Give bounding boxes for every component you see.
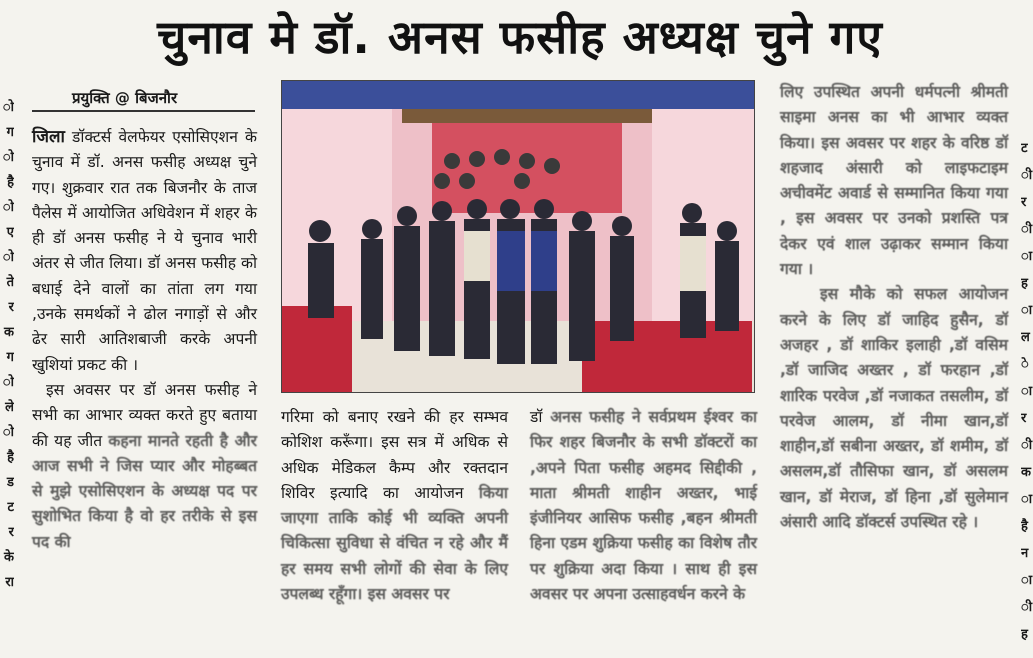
left-edge-char: ो bbox=[2, 200, 14, 215]
right-edge-char: ह bbox=[1021, 627, 1028, 642]
column-4-paragraph-1: लिए उपस्थित अपनी धर्मपत्नी श्रीमती साइमा अनस का भी आभार व्यक्त किया। इस अवसर पर शहर के वरिष्ठ डॉ शहजाद अंसारी को लाइफटाइम अचीवमेंट अवार्ड से सम्मानित किया गया , इस अवसर पर उनको प्रशस्ति पत्र देकर एवं शाल उढ़ाकर सम्मान किया गया । bbox=[780, 83, 1008, 279]
column-3-blurred: अनस फसीह ने सर्वप्रथम ईश्वर का फिर शहर बिजनौर के सभी डॉक्टरों का ,अपने पिता फसीह अहमद सिद्दीकी , माता श्रीमती शाहीन अख्तर, भाई इंजीनियर आसिफ फसीह ,बहन श्रीमती हिना एडम शुक्रिया फसीह का विशेष तौर पर शुक्रिया अदा किया । साथ ही इस अवसर पर अपना उत्साहवर्धन करने के bbox=[530, 408, 757, 604]
paragraph-2 bbox=[32, 378, 257, 555]
right-edge-char: र bbox=[1021, 195, 1027, 210]
right-edge-char: ा bbox=[1021, 303, 1033, 318]
right-edge-char: ा bbox=[1021, 573, 1033, 588]
left-edge-char: क bbox=[4, 325, 14, 340]
right-edge-char: क bbox=[1021, 465, 1031, 480]
left-edge-char: है bbox=[7, 175, 14, 190]
right-edge-char: है bbox=[1021, 519, 1028, 534]
paragraph-1-text: डॉक्टर्स वेलफेयर एसोसिएशन के चुनाव में डॉ. अनस फसीह अध्यक्ष चुने गए। शुक्रवार रात तक बिजनौर के ताज पैलेस में आयोजित अधिवेशन में शहर के ही डॉ अनस फसीह ने ये चुनाव भारी अंतर से जीत लिया। डॉ अनस फसीह को बधाई देने वालों का तांता लग गया ,उनके समर्थकों ने ढोल नगाड़ों से और ढेर सारी आतिशबाजी करके अपनी खुशियां प्रकट की । bbox=[32, 128, 257, 374]
right-edge-char: ह bbox=[1021, 276, 1028, 291]
paragraph-2-blurred: कहना मानते रहती है और आज सभी ने जिस प्यार और मोहब्बत से मुझे एसोसिएशन के अध्यक्ष पद पर सुशोभित किया है वो हर तरीके से इस पद की bbox=[32, 431, 257, 551]
left-edge-char: र bbox=[8, 300, 14, 315]
left-edge-char: ो bbox=[2, 100, 14, 115]
left-edge-char: ग bbox=[6, 125, 14, 140]
left-edge-char: ट bbox=[7, 500, 14, 515]
column-2-text bbox=[281, 405, 508, 607]
event-photo bbox=[281, 80, 755, 393]
left-edge-char: ो bbox=[2, 150, 14, 165]
left-edge-char: ग bbox=[6, 350, 14, 365]
article-column-4 bbox=[780, 80, 1008, 535]
paragraph-2-text: इस अवसर पर डॉ अनस फसीह ने सभी का आभार व्यक्त करते हुए बताया की यह जीत bbox=[32, 380, 257, 450]
right-edge-char: ी bbox=[1021, 438, 1033, 453]
column-4-paragraph-2: इस मौके को सफल आयोजन करने के लिए डॉ जाहिद हुसैन, डॉ अजहर , डॉ शाकिर इलाही ,डॉ वसिम ,डॉ जाजिद अख्तर , डॉ फरहान ,डॉ शारिक परवेज ,डॉ नजाकत तसलीम, डॉ परवेज आलम, डॉ नीमा खान,डॉ शाहीन,डॉ सबीना अख्तर, डॉ शमीम, डॉ असलम,डॉ तौसिफा खान, डॉ असलम खान, डॉ मेराज, डॉ हिना ,डॉ सुलेमान अंसारी आदि डॉक्टर्स उपस्थित रहे । bbox=[780, 285, 1008, 532]
column-2-blurred: किया जाएगा ताकि कोई भी व्यक्ति अपनी चिकित्सा सुविधा से वंचित न रहे और मैं हर समय सभी लोगों की सेवा के लिए उपलब्ध रहूँगा। इस अवसर पर bbox=[281, 483, 508, 604]
column-2-clear: गरिमा को बनाए रखने की हर सम्भव कोशिश करूँगा। इस सत्र में अधिक से अधिक मेडिकल कैम्प और रक्तदान शिविर इत्यादि का आयोजन bbox=[281, 408, 508, 502]
right-edge-char: ी bbox=[1021, 600, 1033, 615]
headline: चुनाव मे डॉ. अनस फसीह अध्यक्ष चुने गए bbox=[157, 10, 883, 64]
right-edge-char: ी bbox=[1021, 168, 1033, 183]
left-edge-char: र bbox=[8, 525, 14, 540]
left-edge-char: ो bbox=[2, 425, 14, 440]
left-edge-char: ले bbox=[5, 400, 14, 415]
right-edge-char: ा bbox=[1021, 492, 1033, 507]
right-edge-char: ल bbox=[1021, 330, 1030, 345]
right-edge-char: र bbox=[1021, 411, 1027, 426]
right-edge-char: ा bbox=[1021, 384, 1033, 399]
right-edge-char: े bbox=[1021, 357, 1029, 372]
group-photo-illustration bbox=[282, 81, 755, 393]
left-edge-char: ो bbox=[2, 250, 14, 265]
byline: प्रयुक्ति @ बिजनौर bbox=[32, 84, 255, 112]
right-edge-char: न bbox=[1021, 546, 1029, 561]
right-edge-char: ी bbox=[1021, 222, 1033, 237]
paragraph-1 bbox=[32, 125, 257, 378]
left-edge-char: ो bbox=[2, 375, 14, 390]
article-column-1 bbox=[32, 125, 257, 555]
left-edge-char: ए bbox=[6, 225, 14, 240]
column-3-text bbox=[530, 405, 757, 607]
article-column-3 bbox=[530, 405, 757, 607]
left-edge-char: ते bbox=[6, 275, 14, 290]
right-edge-char: ट bbox=[1021, 141, 1028, 156]
left-edge-char: है bbox=[7, 450, 14, 465]
left-edge-char: के bbox=[4, 550, 14, 565]
column-3-clear: डॉ bbox=[530, 408, 543, 426]
left-edge-char: रा bbox=[5, 575, 14, 590]
left-edge-char: ड bbox=[7, 475, 14, 490]
right-edge-char: ा bbox=[1021, 249, 1033, 264]
right-column-cutoff bbox=[1021, 135, 1033, 655]
left-column-cutoff bbox=[0, 95, 14, 655]
dateline-lead: जिला bbox=[32, 127, 65, 147]
article-column-2 bbox=[281, 405, 508, 607]
